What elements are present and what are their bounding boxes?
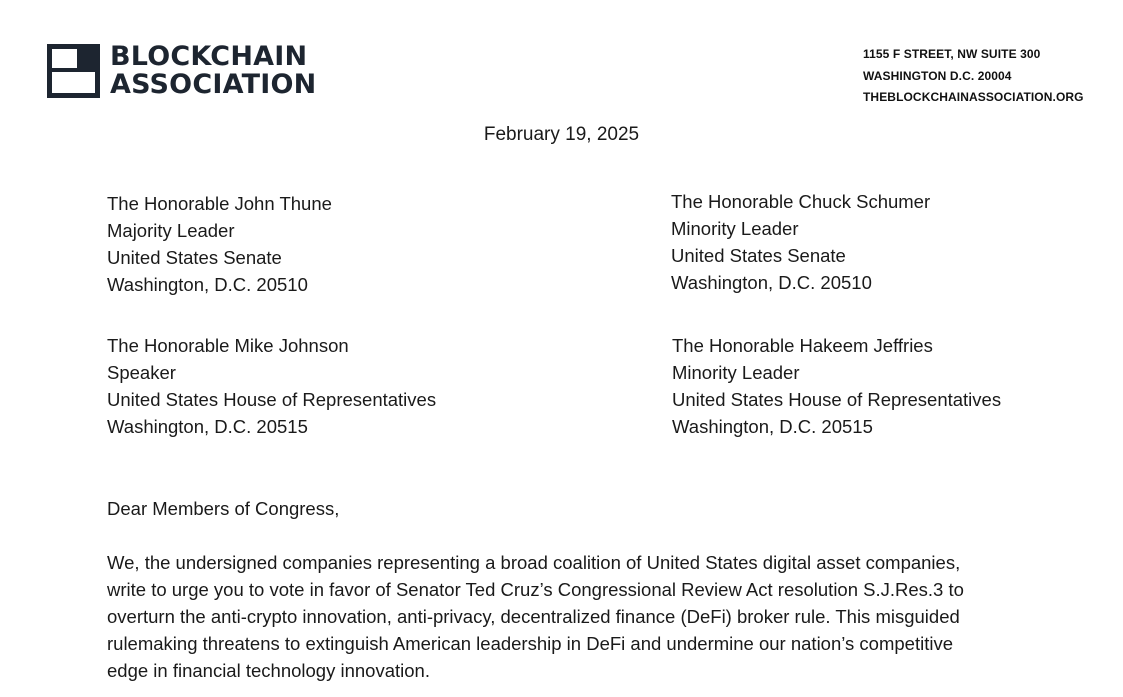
logo-mark-icon — [47, 44, 100, 98]
logo-line-2: ASSOCIATION — [110, 69, 317, 100]
recipient-address: Washington, D.C. 20515 — [672, 416, 873, 437]
salutation: Dear Members of Congress, — [107, 498, 340, 519]
recipient-chamber: United States Senate — [671, 245, 846, 266]
recipient-block — [107, 332, 436, 440]
recipient-name: The Honorable Mike Johnson — [107, 335, 349, 356]
letter-date: February 19, 2025 — [483, 124, 640, 145]
org-address — [863, 44, 1084, 109]
recipient-block — [107, 190, 332, 298]
recipient-title: Speaker — [107, 362, 176, 383]
paragraph-line: edge in financial technology innovation. — [107, 660, 430, 681]
recipient-address: Washington, D.C. 20510 — [107, 274, 308, 295]
paragraph-line: rulemaking threatens to extinguish American leadership in DeFi and undermine our nation’s competitive — [107, 633, 953, 654]
paragraph-line: overturn the anti-crypto innovation, anti-privacy, decentralized finance (DeFi) broker rule. This misguided — [107, 606, 960, 627]
recipient-name: The Honorable Chuck Schumer — [671, 191, 931, 212]
recipient-title: Minority Leader — [671, 218, 799, 239]
blockchain-association-logo — [47, 43, 316, 99]
org-street: 1155 F STREET, NW SUITE 300 — [863, 47, 1041, 61]
recipient-name: The Honorable John Thune — [107, 193, 332, 214]
org-website: THEBLOCKCHAINASSOCIATION.ORG — [863, 90, 1084, 104]
recipient-block — [672, 332, 1001, 440]
recipient-name: The Honorable Hakeem Jeffries — [672, 335, 933, 356]
logo-line-1: BLOCKCHAIN — [110, 41, 308, 72]
recipient-chamber: United States House of Representatives — [107, 389, 437, 410]
letter-paragraph — [107, 549, 1037, 684]
recipient-address: Washington, D.C. 20515 — [107, 416, 308, 437]
paragraph-line: write to urge you to vote in favor of Senator Ted Cruz’s Congressional Review Act resolution S.J.Res.3 to — [107, 579, 964, 600]
paragraph-line: We, the undersigned companies representing a broad coalition of United States digital asset companies, — [107, 552, 961, 573]
recipient-title: Majority Leader — [107, 220, 235, 241]
recipient-block — [671, 188, 930, 296]
logo-wordmark — [110, 43, 316, 99]
recipient-address: Washington, D.C. 20510 — [671, 272, 872, 293]
recipient-chamber: United States House of Representatives — [672, 389, 1002, 410]
org-city: WASHINGTON D.C. 20004 — [863, 68, 1012, 83]
recipient-title: Minority Leader — [672, 362, 800, 383]
recipient-chamber: United States Senate — [107, 247, 282, 268]
